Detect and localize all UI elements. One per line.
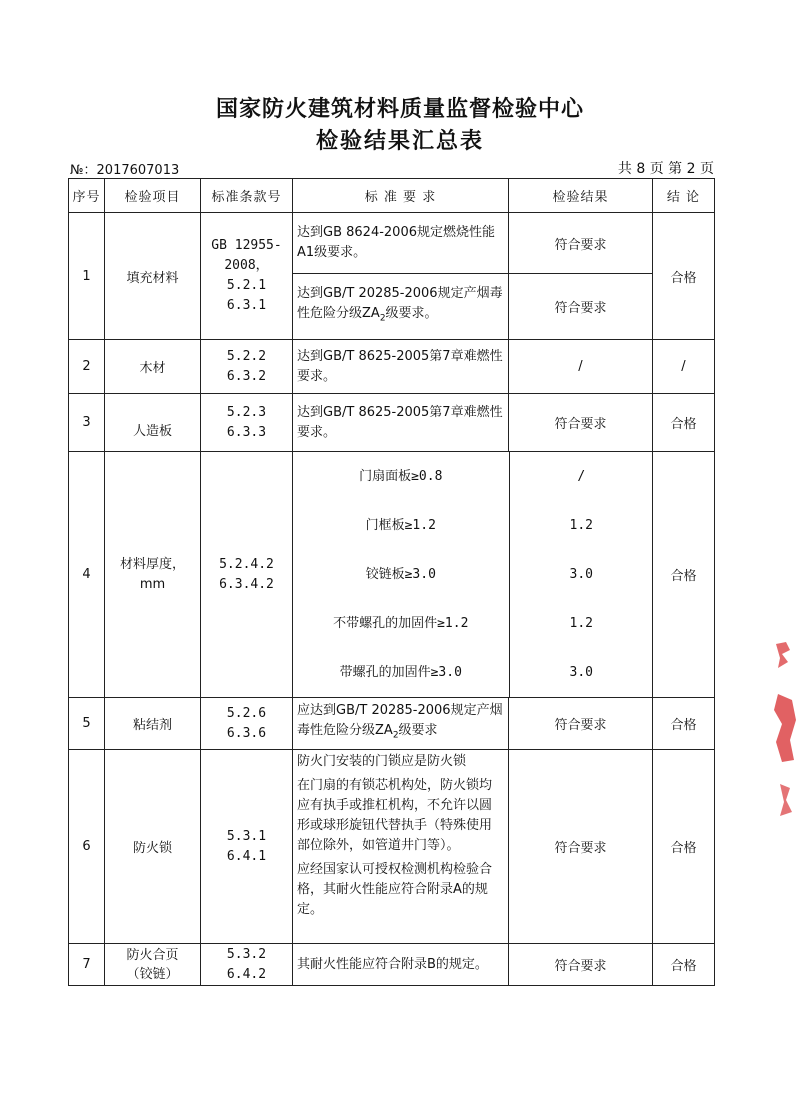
table-row	[69, 340, 715, 394]
table-header-row	[69, 179, 715, 213]
table-row	[69, 698, 715, 750]
thickness-subtable-cell	[293, 452, 653, 698]
header-conclusion: 结 论	[653, 179, 715, 213]
row-item: 粘结剂	[105, 698, 201, 750]
row-no: 7	[69, 944, 105, 986]
row-item: 防火锁	[105, 750, 201, 944]
row-requirement: 达到GB/T 20285-2006规定产烟毒性危险分级$ZA_2$级要求。	[293, 274, 509, 340]
list-item: 不带螺孔的加固件≥1.2 1.2	[293, 599, 653, 648]
doc-title: 检验结果汇总表	[315, 129, 484, 154]
row-result: 符合要求	[509, 698, 653, 750]
results-table	[68, 178, 715, 986]
list-item: 铰链板≥3.0 3.0	[293, 550, 653, 599]
row-result: 符合要求	[509, 394, 653, 452]
row-clause: 5.3.1 6.4.1	[201, 750, 293, 944]
row-clause: 5.2.2 6.3.2	[201, 340, 293, 394]
table-row	[69, 394, 715, 452]
row-result: 符合要求	[509, 944, 653, 986]
row-requirement: 达到GB 8624-2006规定燃烧性能A1级要求。	[293, 213, 509, 274]
list-item: 带螺孔的加固件≥3.0 3.0	[293, 648, 653, 697]
header-result: 检验结果	[509, 179, 653, 213]
row-no: 1	[69, 213, 105, 340]
row-result: 符合要求	[509, 750, 653, 944]
row-no: 6	[69, 750, 105, 944]
header-clause: 标准条款号	[201, 179, 293, 213]
row-result: 符合要求	[509, 213, 653, 274]
row-clause: GB 12955-2008，5.2.1 6.3.1	[201, 213, 293, 340]
page-info: 共 8 页 第 2 页	[617, 161, 714, 177]
row-conclusion: /	[653, 340, 715, 394]
list-item: 门框板≥1.2 1.2	[293, 501, 653, 550]
row-result: 符合要求	[509, 274, 653, 340]
row-clause: 5.2.4.2 6.3.4.2	[201, 452, 293, 698]
row-item: 防火合页 （铰链）	[105, 944, 201, 986]
seal-fragment-top	[772, 640, 794, 670]
row-requirement: 达到GB/T 8625-2005第7章难燃性要求。	[293, 394, 509, 452]
table-row	[69, 452, 715, 698]
lock-req-2: 在门扇的有锁芯机构处，防火锁均应有执手或推杠机构，不允许以圆形或球形旋钮代替执手（特殊使用部位除外，如管道井门等）。	[297, 778, 493, 853]
list-item: 门扇面板≥0.8 /	[293, 452, 653, 501]
row-conclusion: 合格	[653, 394, 715, 452]
table-row	[69, 213, 715, 274]
row-no: 2	[69, 340, 105, 394]
doc-number: №：2017607013	[70, 163, 180, 178]
row-clause: 5.2.3 6.3.3	[201, 394, 293, 452]
row-item: 木材	[105, 340, 201, 394]
row-clause: 5.3.2 6.4.2	[201, 944, 293, 986]
header-item: 检验项目	[105, 179, 201, 213]
row-result: /	[509, 340, 653, 394]
row-conclusion: 合格	[653, 452, 715, 698]
row-requirement: 应达到GB/T 20285-2006规定产烟毒性危险分级$ZA_2$级要求	[293, 698, 509, 750]
lock-req-3: 应经国家认可授权检测机构检验合格，其耐火性能应符合附录A的规定。	[297, 862, 493, 917]
table-row	[69, 944, 715, 986]
seal-fragment-bottom	[774, 780, 794, 820]
row-item: 填充材料	[105, 213, 201, 340]
row-conclusion: 合格	[653, 944, 715, 986]
row-item: 材料厚度，mm	[105, 452, 201, 698]
row-no: 4	[69, 452, 105, 698]
seal-fragment-middle	[770, 690, 798, 765]
row-conclusion: 合格	[653, 698, 715, 750]
header-no: 序号	[69, 179, 105, 213]
lock-req-1: 防火门安装的门锁应是防火锁	[297, 754, 467, 769]
header-requirement: 标 准 要 求	[293, 179, 509, 213]
row-clause: 5.2.6 6.3.6	[201, 698, 293, 750]
row-requirement: 达到GB/T 8625-2005第7章难燃性要求。	[293, 340, 509, 394]
row-requirement	[293, 750, 509, 944]
org-title: 国家防火建筑材料质量监督检验中心	[215, 97, 584, 122]
row-conclusion: 合格	[653, 213, 715, 340]
table-row	[69, 750, 715, 944]
row-item: 人造板	[105, 394, 201, 452]
row-no: 3	[69, 394, 105, 452]
thickness-subtable	[293, 452, 653, 697]
row-requirement: 其耐火性能应符合附录B的规定。	[293, 944, 509, 986]
row-conclusion: 合格	[653, 750, 715, 944]
row-no: 5	[69, 698, 105, 750]
